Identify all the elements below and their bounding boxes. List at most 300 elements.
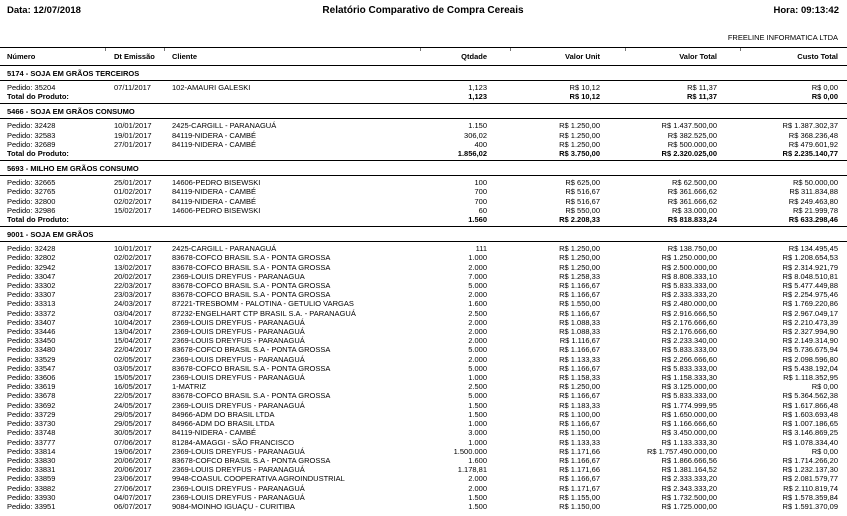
unit-price-cell: R$ 1.116,67 bbox=[559, 336, 600, 346]
cost-total-cell: R$ 2.967.049,17 bbox=[782, 308, 838, 318]
order-date-cell: 06/07/2017 bbox=[114, 501, 152, 511]
order-row bbox=[0, 355, 847, 364]
order-number-cell: Pedido: 35204 bbox=[7, 83, 56, 92]
total-value-cell: R$ 5.833.333,00 bbox=[661, 391, 717, 401]
col-header-numero: Número bbox=[7, 52, 36, 61]
order-row bbox=[0, 253, 847, 262]
total-value-cell: R$ 2.176.666,60 bbox=[661, 327, 717, 337]
cost-total-cell: R$ 479.601,92 bbox=[788, 139, 838, 149]
order-number-cell: Pedido: 33930 bbox=[7, 492, 56, 502]
order-date-cell: 22/03/2017 bbox=[114, 281, 152, 291]
unit-price-cell: R$ 625,00 bbox=[565, 178, 600, 188]
cost-total-cell: R$ 3.146.869,25 bbox=[782, 428, 838, 438]
unit-price-cell: R$ 1.155,00 bbox=[559, 492, 600, 502]
col-header-qtdade: Qtdade bbox=[461, 52, 487, 61]
client-cell: 2369-LOUIS DREYFUS - PARANAGUÁ bbox=[172, 492, 305, 502]
order-date-cell: 15/02/2017 bbox=[114, 205, 152, 215]
order-number-cell: Pedido: 33729 bbox=[7, 409, 56, 419]
qty-cell: 7.000 bbox=[468, 271, 487, 281]
order-row bbox=[0, 493, 847, 502]
order-number-cell: Pedido: 32942 bbox=[7, 262, 56, 272]
unit-price-cell: R$ 1.133,33 bbox=[559, 437, 600, 447]
column-header-row bbox=[0, 48, 847, 66]
total-cost-cell: R$ 633.298,46 bbox=[788, 215, 838, 225]
cost-total-cell: R$ 2.210.473,39 bbox=[782, 317, 838, 327]
client-cell: 14606-PEDRO BISEWSKI bbox=[172, 178, 261, 188]
cost-total-cell: R$ 0,00 bbox=[811, 446, 838, 456]
cost-total-cell: R$ 249.463,80 bbox=[788, 196, 838, 206]
client-cell: 83678-COFCO BRASIL S.A - PONTA GROSSA bbox=[172, 391, 331, 401]
order-row bbox=[0, 187, 847, 196]
total-qty-cell: 1.560 bbox=[468, 215, 487, 225]
order-date-cell: 03/05/2017 bbox=[114, 363, 152, 373]
order-row bbox=[0, 474, 847, 483]
order-row bbox=[0, 410, 847, 419]
order-number-cell: Pedido: 33777 bbox=[7, 437, 56, 447]
total-value-cell: R$ 1.725.000,00 bbox=[661, 501, 717, 511]
unit-price-cell: R$ 1.258,33 bbox=[559, 271, 600, 281]
qty-cell: 700 bbox=[474, 187, 487, 197]
unit-price-cell: R$ 516,67 bbox=[565, 196, 600, 206]
qty-cell: 1.500 bbox=[468, 492, 487, 502]
cost-total-cell: R$ 1.208.654,53 bbox=[782, 253, 838, 263]
order-date-cell: 03/04/2017 bbox=[114, 308, 152, 318]
order-row bbox=[0, 447, 847, 456]
total-qty-cell: 1,123 bbox=[468, 92, 487, 102]
company-name: FREELINE INFORMATICA LTDA bbox=[727, 33, 838, 42]
qty-cell: 1.178,81 bbox=[457, 465, 487, 475]
cost-total-cell: R$ 2.110.819,74 bbox=[783, 483, 838, 493]
qty-cell: 2.000 bbox=[468, 483, 487, 493]
total-value-cell: R$ 2.916.666,50 bbox=[661, 308, 717, 318]
product-group-title: 5174 - SOJA EM GRÃOS TERCEIROS bbox=[0, 66, 847, 81]
client-cell: 2369-LOUIS DREYFUS - PARANAGUÁ bbox=[172, 400, 305, 410]
client-cell: 83678-COFCO BRASIL S.A - PONTA GROSSA bbox=[172, 363, 331, 373]
qty-cell: 1.000 bbox=[468, 253, 487, 263]
cost-total-cell: R$ 1.232.137,30 bbox=[782, 465, 838, 475]
order-number-cell: Pedido: 32986 bbox=[7, 205, 56, 215]
client-cell: 14606-PEDRO BISEWSKI bbox=[172, 205, 261, 215]
product-group-rows bbox=[0, 176, 847, 226]
unit-price-cell: R$ 1.166,67 bbox=[559, 281, 600, 291]
order-date-cell: 13/04/2017 bbox=[114, 327, 152, 337]
order-date-cell: 01/02/2017 bbox=[114, 187, 152, 197]
cost-total-cell: R$ 1.617.866,48 bbox=[782, 400, 838, 410]
product-group-section bbox=[0, 226, 847, 512]
client-cell: 1-MATRIZ bbox=[172, 382, 207, 392]
order-row bbox=[0, 364, 847, 373]
cost-total-cell: R$ 21.999,78 bbox=[792, 205, 838, 215]
order-row bbox=[0, 83, 847, 92]
client-cell: 87221-TRESBOMM - PALOTINA - GETULIO VARGAS bbox=[172, 299, 354, 309]
cost-total-cell: R$ 2.098.596,80 bbox=[782, 354, 838, 364]
order-row bbox=[0, 281, 847, 290]
qty-cell: 1,123 bbox=[468, 83, 487, 92]
total-value-cell: R$ 1.250.000,00 bbox=[661, 253, 717, 263]
qty-cell: 3.000 bbox=[468, 428, 487, 438]
order-number-cell: Pedido: 33814 bbox=[7, 446, 56, 456]
unit-price-cell: R$ 1.550,00 bbox=[559, 299, 600, 309]
order-row bbox=[0, 502, 847, 511]
col-header-custo-total: Custo Total bbox=[797, 52, 838, 61]
order-date-cell: 13/02/2017 bbox=[114, 262, 152, 272]
client-cell: 84966-ADM DO BRASIL LTDA bbox=[172, 409, 275, 419]
order-date-cell: 20/02/2017 bbox=[114, 271, 152, 281]
order-number-cell: Pedido: 32665 bbox=[7, 178, 56, 188]
cost-total-cell: R$ 2.081.579,77 bbox=[782, 474, 838, 484]
cost-total-cell: R$ 1.118.352,95 bbox=[783, 373, 838, 383]
order-number-cell: Pedido: 33831 bbox=[7, 465, 56, 475]
total-value-cell: R$ 5.833.333,00 bbox=[661, 281, 717, 291]
order-date-cell: 30/05/2017 bbox=[114, 428, 152, 438]
cost-total-cell: R$ 1.591.370,09 bbox=[782, 501, 838, 511]
total-value-cell: R$ 382.525,00 bbox=[667, 130, 717, 140]
total-value-cell: R$ 1.381.164,52 bbox=[661, 465, 717, 475]
client-cell: 84119-NIDERA - CAMBÉ bbox=[172, 196, 257, 206]
order-number-cell: Pedido: 32802 bbox=[7, 253, 56, 263]
total-value-cell: R$ 1.774.999,95 bbox=[661, 400, 717, 410]
col-header-valor-total: Valor Total bbox=[679, 52, 717, 61]
order-date-cell: 27/06/2017 bbox=[114, 483, 152, 493]
unit-price-cell: R$ 550,00 bbox=[565, 205, 600, 215]
client-cell: 84119-NIDERA - CAMBÉ bbox=[172, 187, 257, 197]
total-unit-cell: R$ 2.208,33 bbox=[559, 215, 600, 225]
total-value-cell: R$ 2.320.025,00 bbox=[661, 149, 717, 159]
order-date-cell: 04/07/2017 bbox=[114, 492, 152, 502]
product-group-title: 5693 - MILHO EM GRÃOS CONSUMO bbox=[0, 161, 847, 176]
total-value-cell: R$ 2.343.333,20 bbox=[661, 483, 717, 493]
order-number-cell: Pedido: 33450 bbox=[7, 336, 56, 346]
unit-price-cell: R$ 1.250,00 bbox=[559, 130, 600, 140]
client-cell: 2425-CARGILL - PARANAGUÁ bbox=[172, 121, 277, 131]
qty-cell: 5.000 bbox=[468, 391, 487, 401]
client-cell: 83678-COFCO BRASIL S.A - PONTA GROSSA bbox=[172, 290, 331, 300]
order-number-cell: Pedido: 32800 bbox=[7, 196, 56, 206]
order-number-cell: Pedido: 33407 bbox=[7, 317, 56, 327]
order-number-cell: Pedido: 32428 bbox=[7, 244, 56, 254]
unit-price-cell: R$ 1.166,67 bbox=[559, 419, 600, 429]
product-group-title: 5466 - SOJA EM GRÃOS CONSUMO bbox=[0, 104, 847, 119]
total-value-cell: R$ 3.450.000,00 bbox=[661, 428, 717, 438]
total-value-cell: R$ 33.000,00 bbox=[671, 205, 717, 215]
order-date-cell: 07/06/2017 bbox=[114, 437, 152, 447]
unit-price-cell: R$ 1.166,67 bbox=[559, 308, 600, 318]
total-value-cell: R$ 361.666,62 bbox=[667, 196, 717, 206]
order-row bbox=[0, 336, 847, 345]
order-number-cell: Pedido: 33313 bbox=[7, 299, 56, 309]
product-group-rows bbox=[0, 81, 847, 103]
client-cell: 2369-LOUIS DREYFUS - PARANAGUÁ bbox=[172, 483, 305, 493]
client-cell: 2369-LOUIS DREYFUS - PARANAGUA bbox=[172, 271, 305, 281]
client-cell: 84119-NIDERA - CAMBÉ bbox=[172, 130, 257, 140]
order-row bbox=[0, 178, 847, 187]
order-row bbox=[0, 309, 847, 318]
order-date-cell: 02/05/2017 bbox=[114, 354, 152, 364]
order-number-cell: Pedido: 33830 bbox=[7, 455, 56, 465]
client-cell: 2425-CARGILL - PARANAGUÁ bbox=[172, 244, 277, 254]
qty-cell: 2.500 bbox=[468, 308, 487, 318]
order-number-cell: Pedido: 33302 bbox=[7, 281, 56, 291]
client-cell: 84966-ADM DO BRASIL LTDA bbox=[172, 419, 275, 429]
order-number-cell: Pedido: 33859 bbox=[7, 474, 56, 484]
total-value-cell: R$ 5.833.333,00 bbox=[661, 363, 717, 373]
order-row bbox=[0, 373, 847, 382]
cost-total-cell: R$ 5.438.192,04 bbox=[782, 363, 838, 373]
qty-cell: 5.000 bbox=[468, 363, 487, 373]
order-number-cell: Pedido: 32428 bbox=[7, 121, 56, 131]
cost-total-cell: R$ 368.236,48 bbox=[788, 130, 838, 140]
cost-total-cell: R$ 1.387.302,37 bbox=[782, 121, 838, 131]
order-number-cell: Pedido: 33882 bbox=[7, 483, 56, 493]
total-value-cell: R$ 1.757.490.000,00 bbox=[646, 446, 717, 456]
col-header-cliente: Cliente bbox=[172, 52, 198, 61]
report-time: Hora: 09:13:42 bbox=[773, 5, 839, 16]
order-date-cell: 10/01/2017 bbox=[114, 244, 152, 254]
order-date-cell: 20/06/2017 bbox=[114, 465, 152, 475]
unit-price-cell: R$ 1.158,33 bbox=[559, 373, 600, 383]
qty-cell: 2.000 bbox=[468, 262, 487, 272]
total-unit-cell: R$ 3.750,00 bbox=[559, 149, 600, 159]
product-group-rows bbox=[0, 119, 847, 160]
total-value-cell: R$ 11,37 bbox=[686, 92, 717, 102]
qty-cell: 1.500 bbox=[468, 409, 487, 419]
unit-price-cell: R$ 1.171,66 bbox=[559, 465, 600, 475]
col-header-dt-emissao: Dt Emissão bbox=[114, 52, 155, 61]
order-row bbox=[0, 121, 847, 130]
order-date-cell: 19/01/2017 bbox=[114, 130, 152, 140]
total-value-cell: R$ 11,37 bbox=[687, 83, 717, 92]
unit-price-cell: R$ 1.150,00 bbox=[559, 428, 600, 438]
report-header bbox=[0, 0, 847, 16]
order-number-cell: Pedido: 33372 bbox=[7, 308, 56, 318]
product-group-section bbox=[0, 103, 847, 160]
product-total-row bbox=[0, 92, 847, 102]
unit-price-cell: R$ 10,12 bbox=[569, 83, 600, 92]
unit-price-cell: R$ 516,67 bbox=[565, 187, 600, 197]
order-date-cell: 02/02/2017 bbox=[114, 196, 152, 206]
total-value-cell: R$ 1.866.666,56 bbox=[661, 455, 717, 465]
order-row bbox=[0, 263, 847, 272]
qty-cell: 2.000 bbox=[468, 290, 487, 300]
qty-cell: 1.500 bbox=[468, 400, 487, 410]
unit-price-cell: R$ 1.171,66 bbox=[559, 446, 600, 456]
total-value-cell: R$ 2.480.000,00 bbox=[661, 299, 717, 309]
product-total-label: Total do Produto: bbox=[7, 92, 69, 102]
order-row bbox=[0, 419, 847, 428]
order-date-cell: 19/06/2017 bbox=[114, 446, 152, 456]
report-date: Data: 12/07/2018 bbox=[7, 5, 81, 16]
total-value-cell: R$ 500.000,00 bbox=[667, 139, 717, 149]
cost-total-cell: R$ 134.495,45 bbox=[788, 244, 838, 254]
cost-total-cell: R$ 1.714.266,20 bbox=[782, 455, 838, 465]
qty-cell: 1.600 bbox=[468, 299, 487, 309]
cost-total-cell: R$ 1.007.186,65 bbox=[782, 419, 838, 429]
product-groups bbox=[0, 66, 847, 512]
client-cell: 9084-MOINHO IGUAÇU - CURITIBA bbox=[172, 501, 295, 511]
order-date-cell: 02/02/2017 bbox=[114, 253, 152, 263]
unit-price-cell: R$ 1.250,00 bbox=[559, 382, 600, 392]
order-number-cell: Pedido: 33480 bbox=[7, 345, 56, 355]
total-value-cell: R$ 3.125.000,00 bbox=[661, 382, 717, 392]
order-date-cell: 24/05/2017 bbox=[114, 400, 152, 410]
unit-price-cell: R$ 1.250,00 bbox=[559, 262, 600, 272]
order-date-cell: 22/05/2017 bbox=[114, 391, 152, 401]
unit-price-cell: R$ 1.250,00 bbox=[559, 253, 600, 263]
client-cell: 2369-LOUIS DREYFUS - PARANAGUÁ bbox=[172, 354, 305, 364]
order-row bbox=[0, 428, 847, 437]
qty-cell: 1.500.000 bbox=[453, 446, 487, 456]
qty-cell: 700 bbox=[474, 196, 487, 206]
order-number-cell: Pedido: 33529 bbox=[7, 354, 56, 364]
cost-total-cell: R$ 2.149.314,90 bbox=[782, 336, 838, 346]
order-number-cell: Pedido: 33678 bbox=[7, 391, 56, 401]
order-number-cell: Pedido: 33547 bbox=[7, 363, 56, 373]
total-value-cell: R$ 2.500.000,00 bbox=[661, 262, 717, 272]
order-date-cell: 25/01/2017 bbox=[114, 178, 152, 188]
total-value-cell: R$ 5.833.333,00 bbox=[661, 345, 717, 355]
cost-total-cell: R$ 2.314.921,79 bbox=[782, 262, 838, 272]
product-total-row bbox=[0, 215, 847, 225]
qty-cell: 100 bbox=[474, 178, 487, 188]
client-cell: 87232-ENGELHART CTP BRASIL S.A. - PARANAGUÁ bbox=[172, 308, 356, 318]
order-row bbox=[0, 345, 847, 354]
qty-cell: 5.000 bbox=[468, 281, 487, 291]
product-total-label: Total do Produto: bbox=[7, 215, 69, 225]
qty-cell: 2.500 bbox=[468, 382, 487, 392]
cost-total-cell: R$ 2.327.994,90 bbox=[782, 327, 838, 337]
total-value-cell: R$ 8.808.333,10 bbox=[661, 271, 717, 281]
total-unit-cell: R$ 10,12 bbox=[569, 92, 600, 102]
order-date-cell: 07/11/2017 bbox=[114, 83, 151, 92]
qty-cell: 5.000 bbox=[468, 345, 487, 355]
order-row bbox=[0, 484, 847, 493]
unit-price-cell: R$ 1.088,33 bbox=[559, 327, 600, 337]
total-value-cell: R$ 1.158.333,30 bbox=[661, 373, 717, 383]
product-group-title: 9001 - SOJA EM GRÃOS bbox=[0, 227, 847, 242]
cost-total-cell: R$ 8.048.510,81 bbox=[782, 271, 838, 281]
total-value-cell: R$ 2.233.340,00 bbox=[661, 336, 717, 346]
order-number-cell: Pedido: 32765 bbox=[7, 187, 56, 197]
unit-price-cell: R$ 1.100,00 bbox=[559, 409, 600, 419]
total-value-cell: R$ 2.333.333,20 bbox=[661, 474, 717, 484]
unit-price-cell: R$ 1.150,00 bbox=[559, 501, 600, 511]
qty-cell: 400 bbox=[474, 139, 487, 149]
order-row bbox=[0, 299, 847, 308]
product-group-section bbox=[0, 160, 847, 226]
order-number-cell: Pedido: 33619 bbox=[7, 382, 56, 392]
qty-cell: 2.000 bbox=[468, 474, 487, 484]
order-row bbox=[0, 327, 847, 336]
order-row bbox=[0, 391, 847, 400]
order-number-cell: Pedido: 32689 bbox=[7, 139, 56, 149]
unit-price-cell: R$ 1.166,67 bbox=[559, 391, 600, 401]
qty-cell: 1.000 bbox=[468, 437, 487, 447]
total-value-cell: R$ 1.732.500,00 bbox=[661, 492, 717, 502]
cost-total-cell: R$ 5.736.675,94 bbox=[782, 345, 838, 355]
unit-price-cell: R$ 1.250,00 bbox=[559, 121, 600, 131]
total-value-cell: R$ 1.166.666,60 bbox=[661, 419, 717, 429]
order-row bbox=[0, 244, 847, 253]
unit-price-cell: R$ 1.183,33 bbox=[559, 400, 600, 410]
total-cost-cell: R$ 0,00 bbox=[811, 92, 838, 102]
client-cell: 83678-COFCO BRASIL S.A - PONTA GROSSA bbox=[172, 281, 331, 291]
order-number-cell: Pedido: 33730 bbox=[7, 419, 56, 429]
qty-cell: 1.600 bbox=[468, 455, 487, 465]
order-date-cell: 16/05/2017 bbox=[114, 382, 152, 392]
client-cell: 83678-COFCO BRASIL S.A - PONTA GROSSA bbox=[172, 345, 331, 355]
client-cell: 81284-AMAGGI - SÃO FRANCISCO bbox=[172, 437, 295, 447]
cost-total-cell: R$ 1.603.693,48 bbox=[782, 409, 838, 419]
unit-price-cell: R$ 1.171,67 bbox=[559, 483, 600, 493]
qty-cell: 2.000 bbox=[468, 336, 487, 346]
order-row bbox=[0, 382, 847, 391]
total-cost-cell: R$ 2.235.140,77 bbox=[782, 149, 838, 159]
cost-total-cell: R$ 0,00 bbox=[811, 382, 838, 392]
order-date-cell: 24/03/2017 bbox=[114, 299, 152, 309]
order-row bbox=[0, 465, 847, 474]
order-row bbox=[0, 206, 847, 215]
client-cell: 2369-LOUIS DREYFUS - PARANAGUÁ bbox=[172, 327, 305, 337]
cost-total-cell: R$ 1.769.220,86 bbox=[782, 299, 838, 309]
total-value-cell: R$ 1.133.333,30 bbox=[661, 437, 717, 447]
qty-cell: 1.150 bbox=[468, 121, 487, 131]
order-date-cell: 29/05/2017 bbox=[114, 409, 152, 419]
cost-total-cell: R$ 50.000,00 bbox=[792, 178, 838, 188]
client-cell: 83678-COFCO BRASIL S.A - PONTA GROSSA bbox=[172, 253, 331, 263]
client-cell: 83678-COFCO BRASIL S.A - PONTA GROSSA bbox=[172, 262, 331, 272]
client-cell: 2369-LOUIS DREYFUS - PARANAGUÁ bbox=[172, 336, 305, 346]
unit-price-cell: R$ 1.166,67 bbox=[559, 290, 600, 300]
order-date-cell: 10/01/2017 bbox=[114, 121, 152, 131]
order-number-cell: Pedido: 33307 bbox=[7, 290, 56, 300]
product-group-rows bbox=[0, 242, 847, 512]
order-number-cell: Pedido: 33692 bbox=[7, 400, 56, 410]
total-value-cell: R$ 2.176.666,60 bbox=[661, 317, 717, 327]
total-value-cell: R$ 361.666,62 bbox=[667, 187, 717, 197]
order-number-cell: Pedido: 33446 bbox=[7, 327, 56, 337]
report-table bbox=[0, 47, 847, 512]
qty-cell: 1.000 bbox=[468, 373, 487, 383]
client-cell: 84119-NIDERA - CAMBÉ bbox=[172, 139, 257, 149]
client-cell: 84119-NIDERA - CAMBÉ bbox=[172, 428, 257, 438]
unit-price-cell: R$ 1.250,00 bbox=[559, 244, 600, 254]
total-value-cell: R$ 818.833,24 bbox=[667, 215, 717, 225]
cost-total-cell: R$ 2.254.975,46 bbox=[782, 290, 838, 300]
cost-total-cell: R$ 1.078.334,40 bbox=[782, 437, 838, 447]
qty-cell: 2.000 bbox=[468, 327, 487, 337]
order-row bbox=[0, 401, 847, 410]
total-value-cell: R$ 1.437.500,00 bbox=[661, 121, 717, 131]
order-row bbox=[0, 456, 847, 465]
unit-price-cell: R$ 1.166,67 bbox=[559, 363, 600, 373]
cost-total-cell: R$ 0,00 bbox=[811, 83, 838, 92]
cost-total-cell: R$ 1.578.359,84 bbox=[782, 492, 838, 502]
client-cell: 2369-LOUIS DREYFUS - PARANAGUÁ bbox=[172, 446, 305, 456]
product-total-row bbox=[0, 149, 847, 159]
cost-total-cell: R$ 5.477.449,88 bbox=[782, 281, 838, 291]
order-row bbox=[0, 131, 847, 140]
qty-cell: 60 bbox=[478, 205, 487, 215]
order-row bbox=[0, 438, 847, 447]
order-row bbox=[0, 290, 847, 299]
order-number-cell: Pedido: 33748 bbox=[7, 428, 56, 438]
order-date-cell: 10/04/2017 bbox=[114, 317, 152, 327]
qty-cell: 2.000 bbox=[468, 317, 487, 327]
total-value-cell: R$ 2.333.333,20 bbox=[661, 290, 717, 300]
total-value-cell: R$ 1.650.000,00 bbox=[661, 409, 717, 419]
client-cell: 9948-COASUL COOPERATIVA AGROINDUSTRIAL bbox=[172, 474, 345, 484]
qty-cell: 111 bbox=[475, 244, 487, 254]
